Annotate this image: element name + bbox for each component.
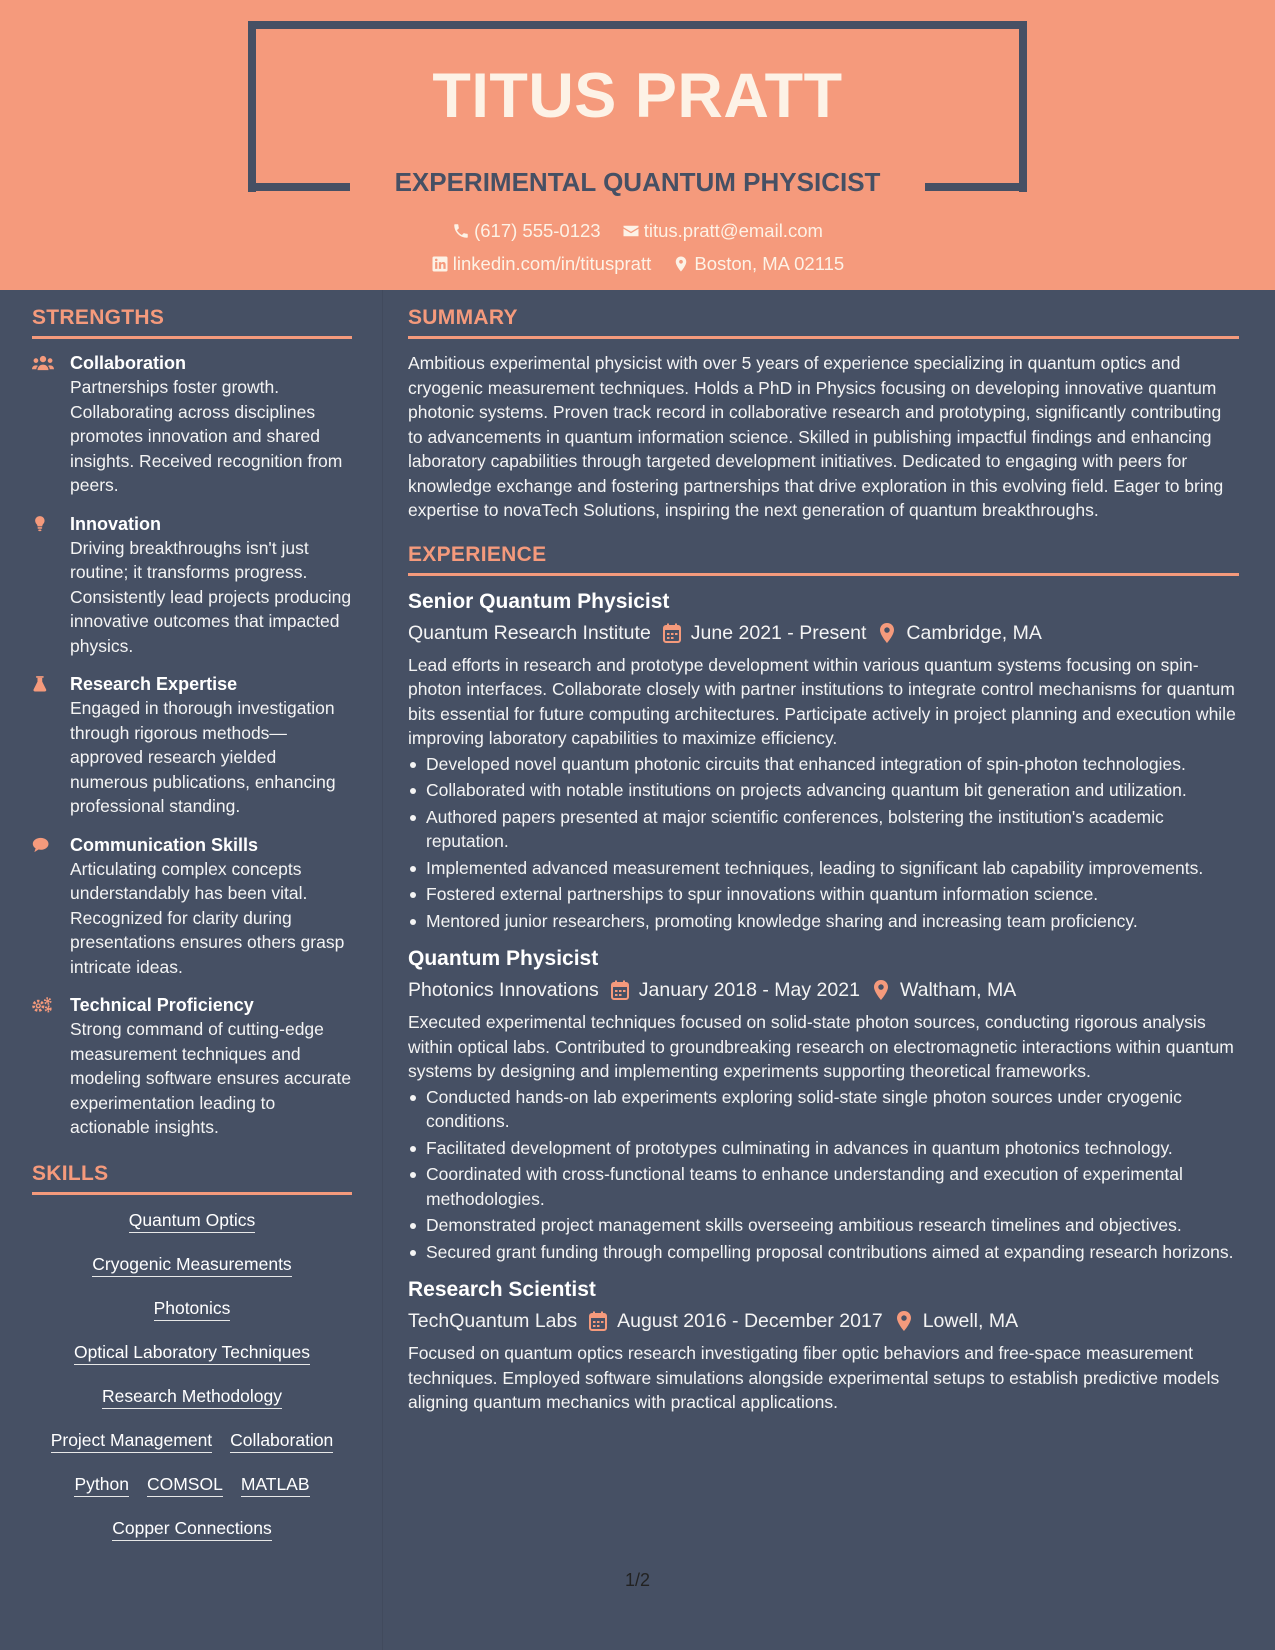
job-location: Cambridge, MA bbox=[906, 621, 1042, 644]
right-column bbox=[408, 306, 1239, 1427]
skill-tag: MATLAB bbox=[241, 1473, 310, 1497]
calendar-icon bbox=[663, 623, 681, 643]
skill-tag: Copper Connections bbox=[112, 1517, 272, 1541]
contact-phone[interactable] bbox=[452, 220, 601, 242]
contact-linkedin[interactable] bbox=[431, 253, 651, 275]
job-bullet: Fostered external partnerships to spur innovations within quantum information science. bbox=[408, 882, 1239, 907]
contact-row-2 bbox=[0, 253, 1275, 278]
calendar-icon bbox=[611, 980, 629, 1000]
skill-tag: Quantum Optics bbox=[129, 1209, 255, 1233]
job-bullet: Facilitated development of prototypes culminating in advances in quantum photonics technology. bbox=[408, 1136, 1239, 1161]
strength-description: Driving breakthroughs isn't just routine; it transforms progress. Consistently lead projects producing innovative outcomes that impacted physics. bbox=[70, 537, 352, 656]
summary-text: Ambitious experimental physicist with over 5 years of experience specializing in quantum optics and cryogenic measurement techniques. Holds a PhD in Physics focusing on developing innovative quantum photonic systems. Proven track record in collaborative research and prototyping, significantly contributing to advancements in quantum information science. Skilled in publishing impactful findings and enhancing laboratory capabilities through targeted development initiatives. Dedicated to engaging with peers for knowledge exchange and fostering partnerships that drive exploration in this evolving field. Eager to bring expertise to novaTech Solutions, inspiring the next generation of quantum breakthroughs. bbox=[408, 353, 1224, 520]
job-bullet: Mentored junior researchers, promoting knowledge sharing and increasing team proficiency. bbox=[408, 909, 1239, 934]
job-bullet: Authored papers presented at major scientific conferences, bolstering the institution's academic reputation. bbox=[408, 805, 1239, 854]
contact-row-1 bbox=[0, 220, 1275, 245]
job-meta bbox=[408, 1307, 1239, 1335]
map-pin-icon bbox=[895, 1311, 913, 1331]
job-bullet: Demonstrated project management skills overseeing ambitious research timelines and objectives. bbox=[408, 1213, 1239, 1238]
job-bullet: Secured grant funding through compelling proposal contributions aimed at expanding research horizons. bbox=[408, 1240, 1239, 1265]
strength-title: Research Expertise bbox=[70, 674, 238, 694]
strengths-heading: STRENGTHS bbox=[32, 306, 352, 339]
phone-text: (617) 555-0123 bbox=[474, 220, 601, 241]
left-column bbox=[32, 306, 352, 1561]
strength-title: Collaboration bbox=[70, 353, 186, 373]
job-dates: August 2016 - December 2017 bbox=[617, 1310, 883, 1332]
skill-tag: Python bbox=[74, 1473, 128, 1497]
job-bullet: Implemented advanced measurement techniques, leading to significant lab capability improvements. bbox=[408, 856, 1239, 881]
job-role: Research Scientist bbox=[408, 1278, 596, 1301]
column-divider bbox=[382, 290, 383, 1650]
job-dates: June 2021 - Present bbox=[690, 621, 867, 644]
strength-description: Partnerships foster growth. Collaborating across disciplines promotes innovation and shared insights. Received recognition from peers. bbox=[70, 377, 343, 495]
strength-title: Technical Proficiency bbox=[70, 995, 254, 1015]
skills-heading: SKILLS bbox=[32, 1162, 352, 1195]
job-dates: January 2018 - May 2021 bbox=[638, 979, 860, 1001]
speech-bubble-icon bbox=[32, 835, 54, 855]
email-text: titus.pratt@email.com bbox=[643, 220, 823, 241]
map-pin-icon bbox=[672, 255, 690, 273]
job-bullet: Conducted hands-on lab experiments exploring solid-state single photon sources under cryogenic conditions. bbox=[408, 1085, 1239, 1134]
strength-item bbox=[32, 512, 352, 659]
skill-tag: Optical Laboratory Techniques bbox=[74, 1341, 310, 1365]
job-bullets bbox=[408, 1085, 1239, 1265]
job-role: Quantum Physicist bbox=[408, 947, 599, 970]
job-company: Quantum Research Institute bbox=[408, 621, 651, 644]
strength-item bbox=[32, 672, 352, 819]
strength-title: Communication Skills bbox=[70, 834, 259, 855]
skill-tag: Project Management bbox=[51, 1429, 212, 1453]
job-bullet: Collaborated with notable institutions on projects advancing quantum bit generation and utilization. bbox=[408, 778, 1239, 803]
linkedin-text: linkedin.com/in/tituspratt bbox=[452, 253, 652, 274]
job-description: Focused on quantum optics research investigating fiber optic behaviors and free-space measurement techniques. Employed software simulations alongside experimental setups to establish predictive models aligning quantum mechanics with practical applications. bbox=[408, 1343, 1220, 1412]
job-role: Senior Quantum Physicist bbox=[408, 589, 670, 613]
strength-item bbox=[32, 833, 352, 980]
strength-description: Engaged in thorough investigation through rigorous methods—approved research yielded numerous publications, enhancing professional standing. bbox=[70, 698, 336, 816]
location-text: Boston, MA 02115 bbox=[694, 253, 845, 274]
job-meta bbox=[408, 619, 1239, 647]
summary-heading: SUMMARY bbox=[408, 306, 1239, 339]
job-entry bbox=[408, 1276, 1239, 1415]
strength-item bbox=[32, 351, 352, 498]
skill-tag: Photonics bbox=[154, 1297, 231, 1321]
skill-tag: Research Methodology bbox=[102, 1385, 282, 1409]
envelope-icon bbox=[622, 222, 640, 240]
contact-email[interactable] bbox=[622, 220, 823, 242]
lightbulb-icon bbox=[32, 514, 54, 534]
job-description: Lead efforts in research and prototype development within various quantum systems focusing on spin-photon interfaces. Collaborate closely with partner institutions to integrate control mechanisms for quantum bits essential for future computing architectures. Participate actively in project planning and execution while improving laboratory capabilities to maximize efficiency. bbox=[408, 654, 1236, 748]
strength-description: Articulating complex concepts understandably has been vital. Recognized for clarity during presentations ensures others grasp intricate ideas. bbox=[70, 858, 345, 977]
calendar-icon bbox=[589, 1311, 607, 1331]
phone-icon bbox=[452, 222, 470, 240]
resume-header bbox=[0, 0, 1275, 290]
skills-section bbox=[32, 1162, 352, 1541]
job-bullet: Developed novel quantum photonic circuits that enhanced integration of spin-photon technologies. bbox=[408, 752, 1239, 777]
job-company: TechQuantum Labs bbox=[408, 1310, 578, 1332]
job-meta bbox=[408, 976, 1239, 1004]
contact-location bbox=[672, 253, 844, 275]
skill-tag: Cryogenic Measurements bbox=[92, 1253, 291, 1277]
flask-icon bbox=[32, 674, 54, 694]
users-icon bbox=[32, 353, 54, 373]
candidate-name: TITUS PRATT bbox=[432, 61, 843, 131]
strength-title: Innovation bbox=[70, 513, 161, 534]
job-bullets bbox=[408, 752, 1239, 934]
job-location: Lowell, MA bbox=[922, 1310, 1019, 1332]
job-company: Photonics Innovations bbox=[408, 979, 599, 1001]
job-location: Waltham, MA bbox=[899, 979, 1017, 1001]
strength-description: Strong command of cutting-edge measurement techniques and modeling software ensures accurate experimentation leading to actionable insights. bbox=[70, 1019, 352, 1137]
candidate-title: EXPERIMENTAL QUANTUM PHYSICIST bbox=[394, 167, 881, 197]
gears-icon bbox=[32, 995, 54, 1015]
skill-tag: COMSOL bbox=[147, 1473, 223, 1497]
experience-heading: EXPERIENCE bbox=[408, 543, 1239, 576]
skill-tag: Collaboration bbox=[230, 1429, 333, 1453]
skill-list bbox=[32, 1207, 352, 1541]
job-entry bbox=[408, 588, 1239, 934]
map-pin-icon bbox=[872, 980, 890, 1000]
job-entry bbox=[408, 945, 1239, 1264]
job-description: Executed experimental techniques focused on solid-state photon sources, conducting rigorous analysis within optical labs. Contributed to groundbreaking research on electromagnetic interactions within quantum systems by designing and implementing experiments supporting theoretical frameworks. bbox=[408, 1012, 1234, 1081]
job-bullet: Coordinated with cross-functional teams to enhance understanding and execution of experimental methodologies. bbox=[408, 1162, 1239, 1211]
strength-item bbox=[32, 993, 352, 1140]
page-number: 1/2 bbox=[624, 1570, 651, 1590]
linkedin-icon bbox=[431, 255, 449, 273]
map-pin-icon bbox=[878, 623, 896, 643]
